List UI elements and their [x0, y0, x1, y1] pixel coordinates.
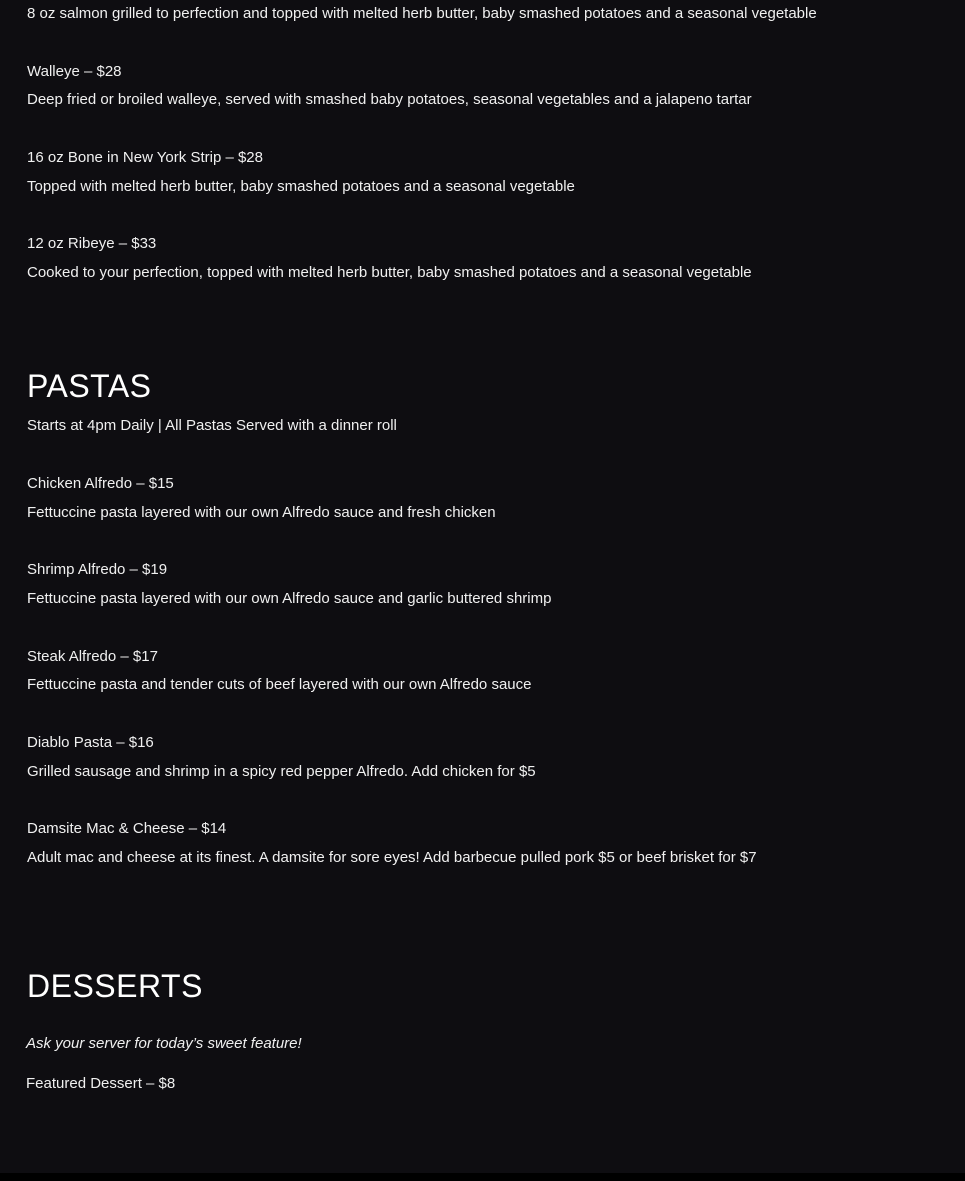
pastas-subtitle: Starts at 4pm Daily | All Pastas Served with a dinner roll [27, 417, 397, 434]
diablo-pasta-name: Diablo Pasta – $16 [27, 734, 154, 751]
footer-strip [0, 1173, 965, 1181]
salmon-description: 8 oz salmon grilled to perfection and topped with melted herb butter, baby smashed potatoes and a seasonal vegetable [27, 5, 817, 22]
diablo-pasta-description: Grilled sausage and shrimp in a spicy red pepper Alfredo. Add chicken for $5 [27, 763, 536, 780]
shrimp-alfredo-name: Shrimp Alfredo – $19 [27, 561, 168, 578]
shrimp-alfredo-description: Fettuccine pasta layered with our own Alfredo sauce and garlic buttered shrimp [27, 590, 552, 607]
walleye-description: Deep fried or broiled walleye, served with smashed baby potatoes, seasonal vegetables and a jalapeno tartar [27, 91, 752, 108]
steak-alfredo-name: Steak Alfredo – $17 [27, 648, 158, 665]
desserts-heading: DESSERTS [27, 968, 203, 1004]
ny-strip-description: Topped with melted herb butter, baby smashed potatoes and a seasonal vegetable [27, 178, 575, 195]
mac-cheese-description: Adult mac and cheese at its finest. A damsite for sore eyes! Add barbecue pulled pork $5 or beef brisket for $7 [27, 849, 757, 866]
ribeye-description: Cooked to your perfection, topped with melted herb butter, baby smashed potatoes and a seasonal vegetable [27, 264, 752, 281]
ribeye-name: 12 oz Ribeye – $33 [27, 235, 157, 252]
chicken-alfredo-name: Chicken Alfredo – $15 [27, 475, 174, 492]
steak-alfredo-description: Fettuccine pasta and tender cuts of beef layered with our own Alfredo sauce [27, 676, 532, 693]
walleye-name: Walleye – $28 [27, 63, 122, 80]
desserts-subtitle: Ask your server for today’s sweet feature! [26, 1035, 302, 1052]
ny-strip-name: 16 oz Bone in New York Strip – $28 [27, 149, 263, 166]
pastas-heading: PASTAS [27, 368, 152, 404]
chicken-alfredo-description: Fettuccine pasta layered with our own Alfredo sauce and fresh chicken [27, 504, 496, 521]
featured-dessert: Featured Dessert – $8 [26, 1075, 176, 1092]
mac-cheese-name: Damsite Mac & Cheese – $14 [27, 820, 227, 837]
